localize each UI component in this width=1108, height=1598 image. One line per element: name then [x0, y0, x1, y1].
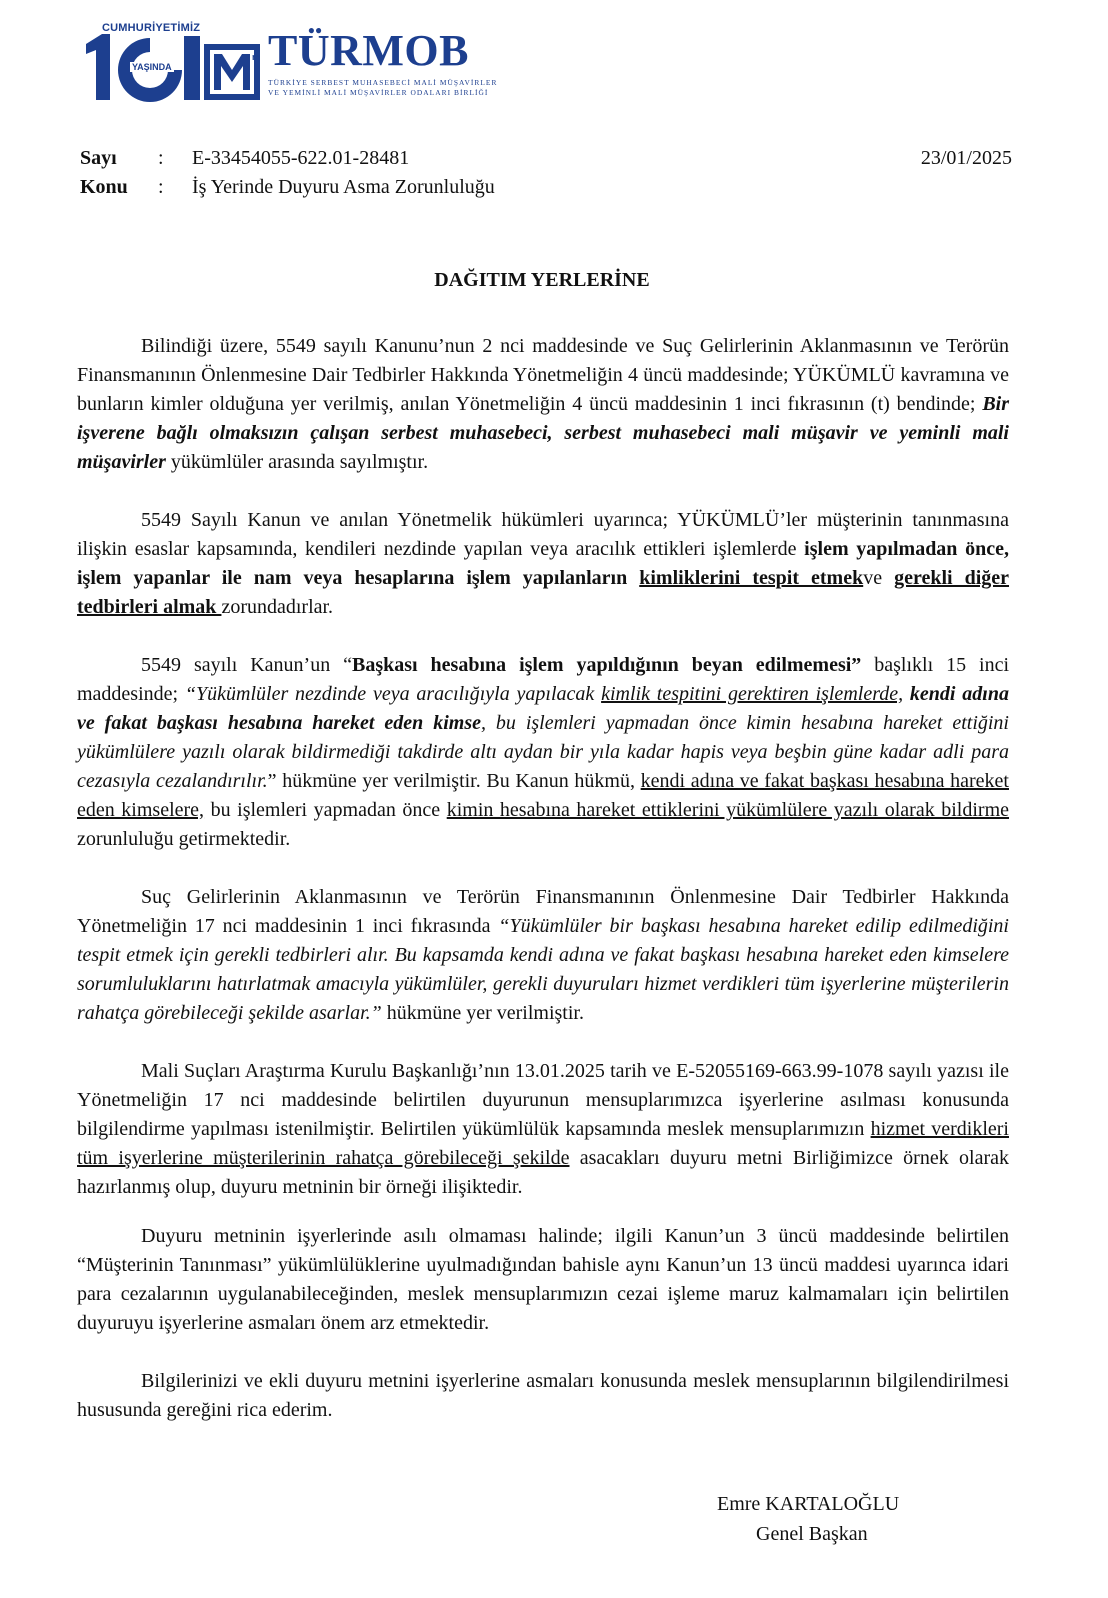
recipient-heading: DAĞITIM YERLERİNE	[434, 269, 650, 291]
paragraph-7: Bilgilerinizi ve ekli duyuru metnini işyerlerine asmaları konusunda meslek mensuplarının bilgilendirilmesi hususunda gereğini rica ederim.	[77, 1370, 1009, 1421]
sayi-value: E-33454055-622.01-28481	[192, 147, 410, 169]
paragraph-6: Duyuru metninin işyerlerinde asılı olmaması halinde; ilgili Kanun’un 3 üncü maddesinde belirtilen “Müşterinin Tanınması” yükümlülüklerine uyulmadığından bahisle aynı Kanun’un 13 üncü maddesi uyarınca idari para cezalarının uygulanabileceğinden, meslek mensuplarımızın cezai işleme maruz kalmamaları için belirtilen duyuruyu işyerlerine asmaları önem arz etmektedir.	[77, 1225, 1009, 1334]
sayi-label: Sayı	[80, 147, 117, 169]
paragraph-3: 5549 sayılı Kanun’un “Başkası hesabına işlem yapıldığının beyan edilmemesi” başlıklı 15 inci maddesinde; “Yükümlüler nezdinde veya aracılığıyla yapılacak kimlik tespitini gerektiren işlemlerde, kendi adına ve fakat başkası hesabına hareket eden kimse, bu işlemleri yapmadan önce kimin hesabına hareket ettiğini yükümlülere yazılı olarak bildirmediği takdirde altı aydan bir yıla kadar hapis veya beşbin güne kadar adli para cezasıyla cezalandırılır.” hükmüne yer verilmiştir. Bu Kanun hükmü, kendi adına ve fakat başkası hesabına hareket eden kimselere, bu işlemleri yapmadan önce kimin hesabına hareket ettiklerini yükümlülere yazılı olarak bildirme zorunluluğu getirmektedir.	[77, 654, 1010, 850]
konu-row	[80, 175, 495, 199]
konu-separator: :	[158, 176, 164, 198]
konu-label: Konu	[80, 176, 128, 198]
konu-value: İş Yerinde Duyuru Asma Zorunluluğu	[192, 176, 495, 198]
signatory-name: Emre KARTALOĞLU	[717, 1493, 900, 1515]
logo-anniversary-caption: CUMHURİYETİMİZ	[102, 22, 201, 34]
paragraph-5: Mali Suçları Araştırma Kurulu Başkanlığı’nın 13.01.2025 tarih ve E-52055169-663.99-1078 sayılı yazısı ile Yönetmeliğin 17 nci maddesinde belirtilen duyurunun mensuplarımızca işyerlerine asılması konusunda bilgilendirme yapılması istenilmiştir. Belirtilen yükümlülük kapsamında meslek mensuplarımızın hizmet verdikleri tüm işyerlerine müşterilerinin rahatça görebileceği şekilde asacakları duyuru metni Birliğimizce örnek olarak hazırlanmış olup, duyuru metninin bir örneği ilişiktedir.	[77, 1060, 1009, 1198]
logo-subtitle-line2: VE YEMİNLİ MALİ MÜŞAVİRLER ODALARI BİRLİĞİ	[268, 88, 489, 97]
sayi-row	[80, 146, 409, 170]
logo-subtitle-line1: TÜRKİYE SERBEST MUHASEBECİ MALİ MÜŞAVİRLER	[268, 78, 498, 87]
paragraph-2: 5549 Sayılı Kanun ve anılan Yönetmelik hükümleri uyarınca; YÜKÜMLÜ’ler müşterinin tanınmasına ilişkin esaslar kapsamında, kendileri nezdinde yapılan veya aracılık ettikleri işlemlerde işlem yapılmadan önce, işlem yapanlar ile nam veya hesaplarına işlem yapılanların kimliklerini tespit etmekve gerekli diğer tedbirleri almak zorundadırlar.	[77, 509, 1010, 618]
signatory-title: Genel Başkan	[756, 1523, 868, 1545]
svg-text:m: m	[252, 52, 261, 62]
logo-brand-name: TÜRMOB	[268, 26, 469, 75]
turmob-logo	[84, 22, 504, 102]
logo-101-mark	[84, 26, 264, 102]
paragraph-1: Bilindiği üzere, 5549 sayılı Kanunu’nun 2 nci maddesinde ve Suç Gelirlerinin Aklanmasının ve Terörün Finansmanının Önlenmesine Dair Tedbirler Hakkında Yönetmeliğin 4 üncü maddesinde; YÜKÜMLÜ kavramına ve bunların kimler olduğuna yer verilmiş, anılan Yönetmeliğin 4 üncü maddesinin 1 inci fıkrasının (t) bendinde; Bir işverene bağlı olmaksızın çalışan serbest muhasebeci, serbest muhasebeci mali müşavir ve yeminli mali müşavirler yükümlüler arasında sayılmıştır.	[77, 335, 1009, 473]
logo-yasinda-badge: YAŞINDA	[132, 62, 172, 72]
sayi-separator: :	[158, 147, 164, 169]
paragraph-4: Suç Gelirlerinin Aklanmasının ve Terörün Finansmanının Önlenmesine Dair Tedbirler Hakkında Yönetmeliğin 17 nci maddesinin 1 inci fıkrasında “Yükümlüler bir başkası hesabına hareket edilip edilmediğini tespit etmek için gerekli tedbirleri alır. Bu kapsamda kendi adına ve fakat başkası hesabına hareket eden kimselere sorumluluklarını hatırlatmak amacıyla yükümlüler, gerekli duyuruları hizmet verdikleri tüm işyerlerine müşterilerin rahatça görebileceği şekilde asarlar.” hükmüne yer verilmiştir.	[77, 886, 1009, 1024]
document-date: 23/01/2025	[920, 147, 1012, 169]
